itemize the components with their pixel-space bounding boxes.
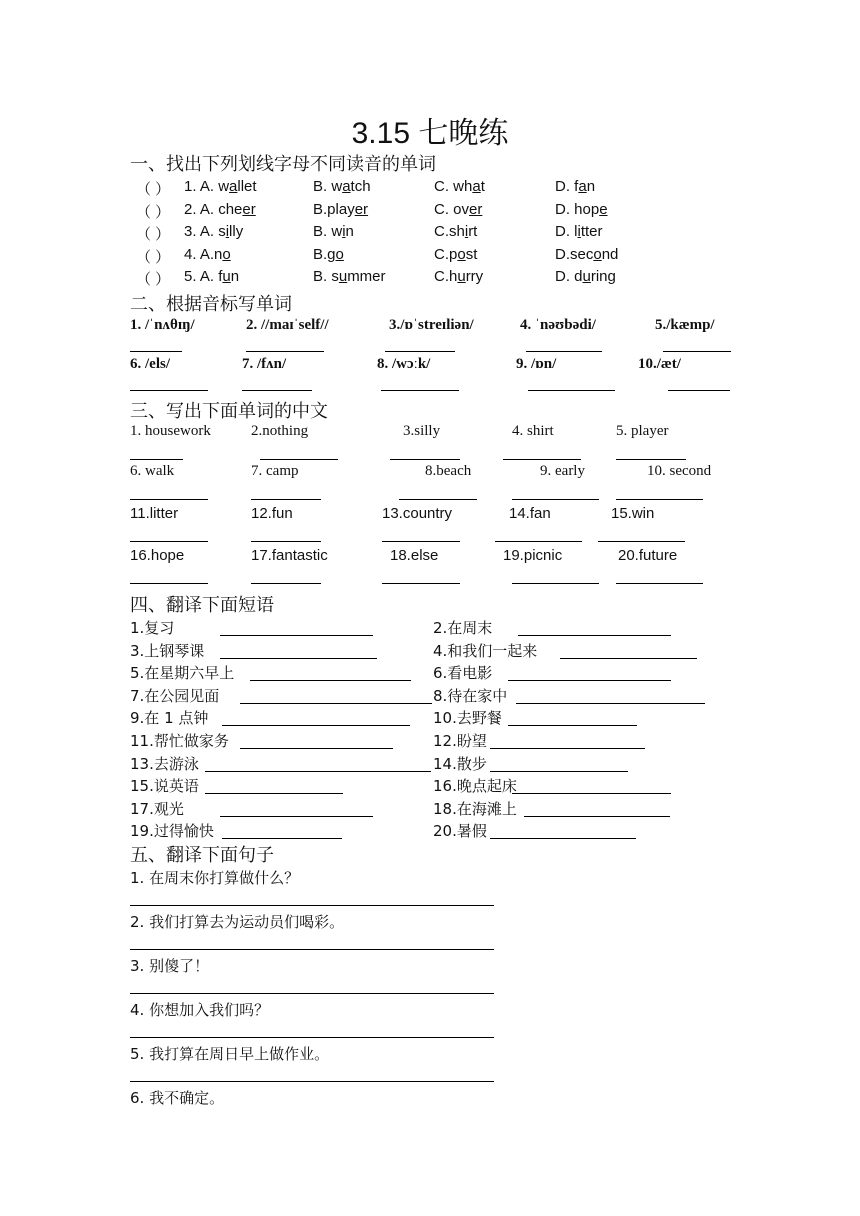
vocab-word: 18.else [390,547,439,564]
phrase-item: 8.待在家中 [433,686,508,705]
option-b [313,178,371,195]
option-d [555,223,603,240]
section-5-heading: 五、翻译下面句子 [130,845,274,866]
answer-line[interactable] [503,459,581,460]
phrase-item: 6.看电影 [433,664,493,683]
phonetic-item: 10./æt/ [638,356,681,372]
vocab-word: 2.nothing [251,423,309,439]
answer-line[interactable] [222,725,410,726]
answer-line[interactable] [240,748,393,749]
word-part: D. d [555,268,583,286]
word-part: D. l [555,223,578,241]
phrase-item: 13.去游泳 [130,754,199,773]
answer-line[interactable] [220,635,373,636]
answer-line[interactable] [560,658,697,659]
underlined-letters: i [464,223,469,241]
phonetic-item: 3./ɒˈstreɪliən/ [389,317,474,333]
word-part: rry [465,268,484,286]
word-part: C.p [434,245,458,263]
word-part: C. wh [434,178,473,195]
option-a [184,178,257,195]
word-part: ring [590,268,616,286]
answer-line[interactable] [220,658,377,659]
word-part: C.h [434,268,458,286]
answer-line[interactable] [490,838,636,839]
option-a [184,201,256,218]
underlined-letters: o [222,245,231,263]
word-part: n [214,245,223,263]
answer-line[interactable] [130,1081,494,1082]
word-part: w [218,178,230,195]
answer-line[interactable] [205,771,431,772]
option-c [434,178,485,195]
word-part: C.sh [434,223,465,241]
underlined-letters: er [242,200,256,218]
phonetic-item: 4. ˈnəʊbədi/ [520,317,596,333]
answer-line[interactable] [524,816,670,817]
answer-line[interactable] [616,459,686,460]
answer-line[interactable] [246,351,324,352]
answer-line[interactable] [130,459,183,460]
word-part: lly [229,223,244,241]
phrase-item: 18.在海滩上 [433,799,517,818]
word-part: n [230,268,240,286]
word-part: D.sec [555,245,594,263]
word-part: B.g [313,245,336,263]
vocab-word: 3.silly [403,423,441,439]
vocab-word: 16.hope [130,547,185,564]
underlined-letters: er [469,200,483,218]
underlined-letters: o [593,245,602,263]
phrase-item: 19.过得愉快 [130,822,214,841]
vocab-word: 15.win [611,505,655,522]
underlined-letters: i [577,223,581,241]
answer-line[interactable] [130,905,494,906]
answer-line[interactable] [205,793,343,794]
phrase-item: 12.盼望 [433,732,487,750]
vocab-word: 13.country [382,505,453,522]
section-4-heading: 四、翻译下面短语 [130,595,274,616]
vocab-word: 19.picnic [503,547,563,564]
word-part: nd [601,245,619,263]
vocab-word: 8.beach [425,463,472,479]
answer-line[interactable] [512,583,599,584]
answer-line[interactable] [495,541,582,542]
phrase-item: 14.散步 [433,754,487,773]
vocab-word: 9. early [540,463,585,479]
option-d [555,268,616,285]
sentence-item: 5. 我打算在周日早上做作业。 [130,1045,330,1063]
answer-line[interactable] [251,499,321,500]
section-3-heading: 三、写出下面单词的中文 [130,401,328,422]
word-part: D. f [555,178,579,195]
answer-line[interactable] [242,390,312,391]
underlined-letters: a [229,178,238,195]
answer-line[interactable] [130,541,208,542]
vocab-word: 14.fan [509,505,551,522]
answer-line[interactable] [528,390,615,391]
word-part: B.play [313,200,355,218]
answer-line[interactable] [130,993,494,994]
option-b [313,246,344,263]
option-b [313,223,354,240]
phrase-item: 15.说英语 [130,777,199,796]
phonetic-item: 7. /fʌn/ [242,356,287,372]
phrase-item: 16.晚点起床 [433,777,517,796]
answer-line[interactable] [399,499,477,500]
answer-line[interactable] [516,703,705,704]
answer-line[interactable] [490,748,645,749]
underlined-letters: i [342,223,346,241]
answer-bracket[interactable]: （ ） [136,203,171,221]
answer-line[interactable] [382,583,460,584]
option-a [184,268,239,285]
word-part: tter [580,223,603,241]
answer-line[interactable] [490,771,628,772]
vocab-word: 7. camp [251,463,299,479]
underlined-letters: u [338,268,348,286]
answer-line[interactable] [250,680,411,681]
underlined-letters: o [335,245,344,263]
answer-line[interactable] [512,793,671,794]
section-1-heading: 一、找出下列划线字母不同读音的单词 [130,154,436,175]
answer-line[interactable] [130,499,208,500]
answer-line[interactable] [508,725,637,726]
page-title: 3.15 七晚练 [351,117,509,150]
word-part: llet [237,178,257,195]
answer-line[interactable] [251,541,321,542]
phonetic-item: 8. /wɔːk/ [377,356,431,372]
option-c [434,268,483,285]
underlined-letters: u [582,268,591,286]
underlined-letters: a [472,178,481,195]
answer-line[interactable] [251,583,321,584]
vocab-word: 17.fantastic [251,547,328,564]
answer-line[interactable] [222,838,342,839]
vocab-word: 6. walk [130,463,175,479]
phrase-item: 3.上钢琴课 [130,641,205,660]
word-part: D. hop [555,200,600,218]
sentence-item: 1. 在周末你打算做什么？ [130,869,300,887]
answer-bracket[interactable]: （ ） [136,226,171,244]
word-part: C. ov [434,200,470,218]
answer-line[interactable] [598,541,685,542]
underlined-letters: a [342,178,351,195]
answer-line[interactable] [240,703,432,704]
word-part: f [218,268,223,286]
option-d [555,178,595,195]
underlined-letters: e [599,200,608,218]
answer-line[interactable] [382,541,460,542]
question-number: 2. A. [184,200,219,218]
word-part: tch [350,178,371,195]
vocab-word: 1. housework [130,423,211,439]
word-part: B. w [313,223,343,241]
vocab-word: 5. player [616,423,669,439]
sentence-item: 4. 你想加入我们吗？ [130,1001,270,1019]
answer-bracket[interactable]: （ ） [136,248,171,266]
word-part: st [465,245,478,263]
answer-line[interactable] [668,390,730,391]
answer-line[interactable] [508,680,671,681]
phrase-item: 1.复习 [130,619,175,637]
answer-line[interactable] [518,635,671,636]
answer-line[interactable] [130,390,208,391]
answer-bracket[interactable]: （ ） [136,271,171,289]
answer-line[interactable] [512,499,599,500]
word-part: s [218,223,226,241]
question-number: 5. A. [184,268,219,286]
sentence-item: 2. 我们打算去为运动员们喝彩。 [130,913,345,931]
answer-line[interactable] [616,583,703,584]
phonetic-item: 5./kæmp/ [655,317,715,333]
phonetic-item: 6. /els/ [130,356,170,372]
question-number: 4. A. [184,245,215,263]
answer-line[interactable] [381,390,459,391]
phonetic-item: 9. /ɒn/ [516,356,557,372]
vocab-word: 12.fun [251,505,293,522]
phonetic-item: 1. /ˈnʌθɪŋ/ [130,317,195,333]
sentence-item: 3. 别傻了！ [130,957,210,975]
phrase-item: 11.帮忙做家务 [130,732,229,750]
section-2-heading: 二、根据音标写单词 [130,294,292,315]
answer-line[interactable] [663,351,731,352]
word-part: rt [468,223,478,241]
answer-line[interactable] [130,583,208,584]
option-b [313,201,368,218]
answer-line[interactable] [260,459,338,460]
option-b [313,268,386,285]
answer-line[interactable] [526,351,602,352]
phrase-item: 2.在周末 [433,619,493,637]
underlined-letters: u [222,268,231,286]
phrase-item: 7.在公园见面 [130,686,220,705]
phrase-item: 9.在 1 点钟 [130,709,209,728]
question-number: 1. A. [184,178,219,195]
underlined-letters: i [225,223,230,241]
answer-line[interactable] [390,459,460,460]
underlined-letters: o [457,245,466,263]
option-c [434,246,477,263]
option-d [555,201,608,218]
option-d [555,246,618,263]
answer-line[interactable] [130,1037,494,1038]
phrase-item: 4.和我们一起来 [433,641,538,660]
option-c [434,223,477,240]
phrase-item: 17.观光 [130,799,184,818]
vocab-word: 10. second [647,463,712,479]
option-a [184,223,243,240]
word-part: n [586,178,596,195]
option-c [434,201,482,218]
word-part: che [218,200,243,218]
vocab-word: 20.future [618,547,678,564]
vocab-word: 4. shirt [512,423,554,439]
word-part: t [480,178,485,195]
phrase-item: 5.在星期六早上 [130,664,235,683]
phrase-item: 20.暑假 [433,822,487,841]
underlined-letters: a [578,178,587,195]
answer-line[interactable] [616,499,703,500]
sentence-item: 6. 我不确定。 [130,1089,225,1107]
phrase-item: 10.去野餐 [433,709,502,728]
answer-bracket[interactable]: （ ） [136,181,171,198]
answer-line[interactable] [220,816,373,817]
word-part: B. w [313,178,343,195]
answer-line[interactable] [130,949,494,950]
word-part: n [345,223,354,241]
answer-line[interactable] [130,351,182,352]
vocab-word: 11.litter [130,505,179,522]
answer-line[interactable] [385,351,455,352]
phonetic-item: 2. //maɪˈself// [246,317,329,333]
underlined-letters: u [457,268,466,286]
option-a [184,246,231,263]
underlined-letters: er [354,200,369,218]
question-number: 3. A. [184,223,219,241]
word-part: B. s [313,268,339,286]
word-part: mmer [347,268,386,286]
